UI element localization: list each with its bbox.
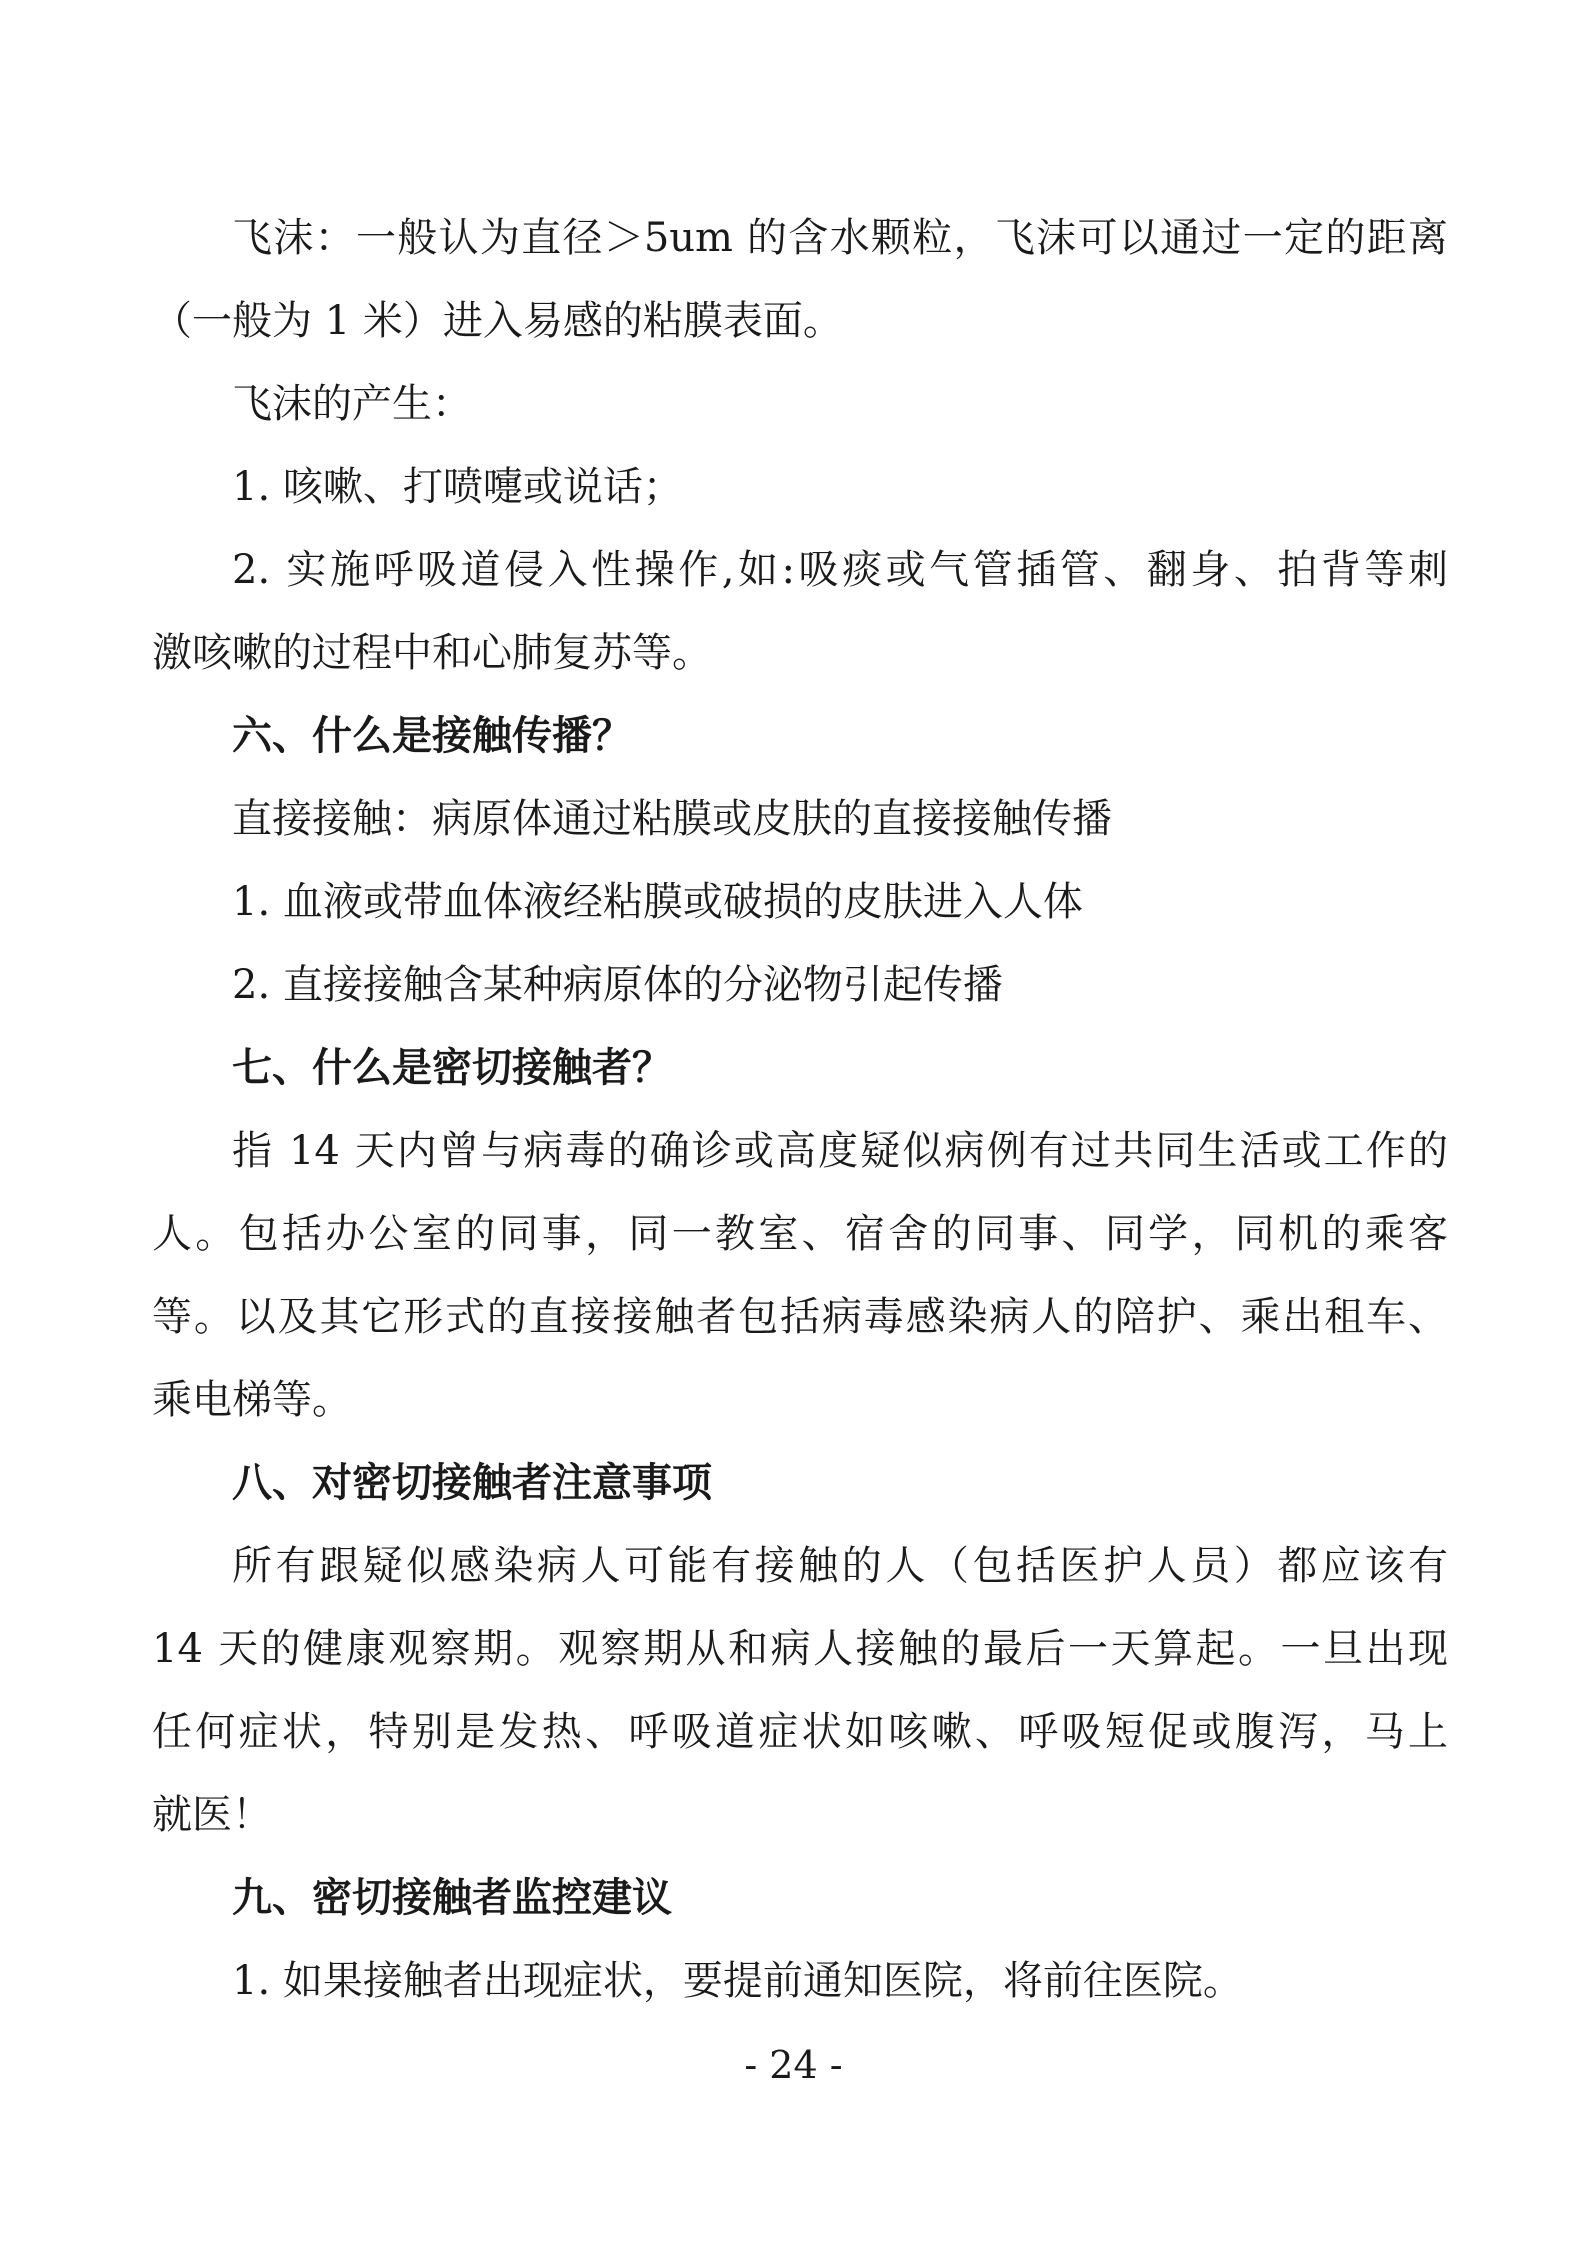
- section-heading-close-contact-precautions: 八、对密切接触者注意事项: [232, 1460, 712, 1506]
- list-item-notify-hospital: 1. 如果接触者出现症状，要提前通知医院，将前往医院。: [232, 1958, 1243, 2004]
- list-item-invasive-procedure-line-1: 2. 实施呼吸道侵入性操作,如:吸痰或气管插管、翻身、拍背等刺: [232, 547, 1448, 593]
- list-item-invasive-procedure-line-2: 激咳嗽的过程中和心肺复苏等。: [152, 630, 712, 676]
- section-heading-close-contact: 七、什么是密切接触者？: [232, 1045, 672, 1091]
- page-number: - 24 -: [744, 2043, 843, 2087]
- list-item-secretion-contact: 2. 直接接触含某种病原体的分泌物引起传播: [232, 962, 1003, 1008]
- paragraph-droplet-definition-line-2: （一般为 1 米）进入易感的粘膜表面。: [152, 298, 843, 344]
- paragraph-close-contact-line-4: 乘电梯等。: [152, 1377, 352, 1423]
- paragraph-precautions-line-3: 任何症状，特别是发热、呼吸道症状如咳嗽、呼吸短促或腹泻，马上: [152, 1709, 1448, 1755]
- direct-contact-definition: 直接接触：病原体通过粘膜或皮肤的直接接触传播: [232, 796, 1112, 842]
- paragraph-close-contact-line-3: 等。以及其它形式的直接接触者包括病毒感染病人的陪护、乘出租车、: [152, 1294, 1448, 1340]
- section-heading-contact-transmission: 六、什么是接触传播？: [232, 713, 632, 759]
- list-item-cough: 1. 咳嗽、打喷嚏或说话；: [232, 464, 683, 510]
- paragraph-precautions-line-4: 就医！: [152, 1792, 272, 1838]
- paragraph-precautions-line-2: 14 天的健康观察期。观察期从和病人接触的最后一天算起。一旦出现: [152, 1626, 1448, 1672]
- paragraph-droplet-definition-line-1: 飞沫：一般认为直径＞5um 的含水颗粒，飞沫可以通过一定的距离: [232, 215, 1448, 261]
- paragraph-precautions-line-1: 所有跟疑似感染病人可能有接触的人（包括医护人员）都应该有: [232, 1543, 1448, 1589]
- droplet-generation-label: 飞沫的产生：: [232, 381, 472, 427]
- paragraph-close-contact-line-1: 指 14 天内曾与病毒的确诊或高度疑似病例有过共同生活或工作的: [232, 1128, 1448, 1174]
- list-item-blood-contact: 1. 血液或带血体液经粘膜或破损的皮肤进入人体: [232, 879, 1083, 925]
- section-heading-monitoring-advice: 九、密切接触者监控建议: [232, 1875, 672, 1921]
- paragraph-close-contact-line-2: 人。包括办公室的同事，同一教室、宿舍的同事、同学，同机的乘客: [152, 1211, 1448, 1257]
